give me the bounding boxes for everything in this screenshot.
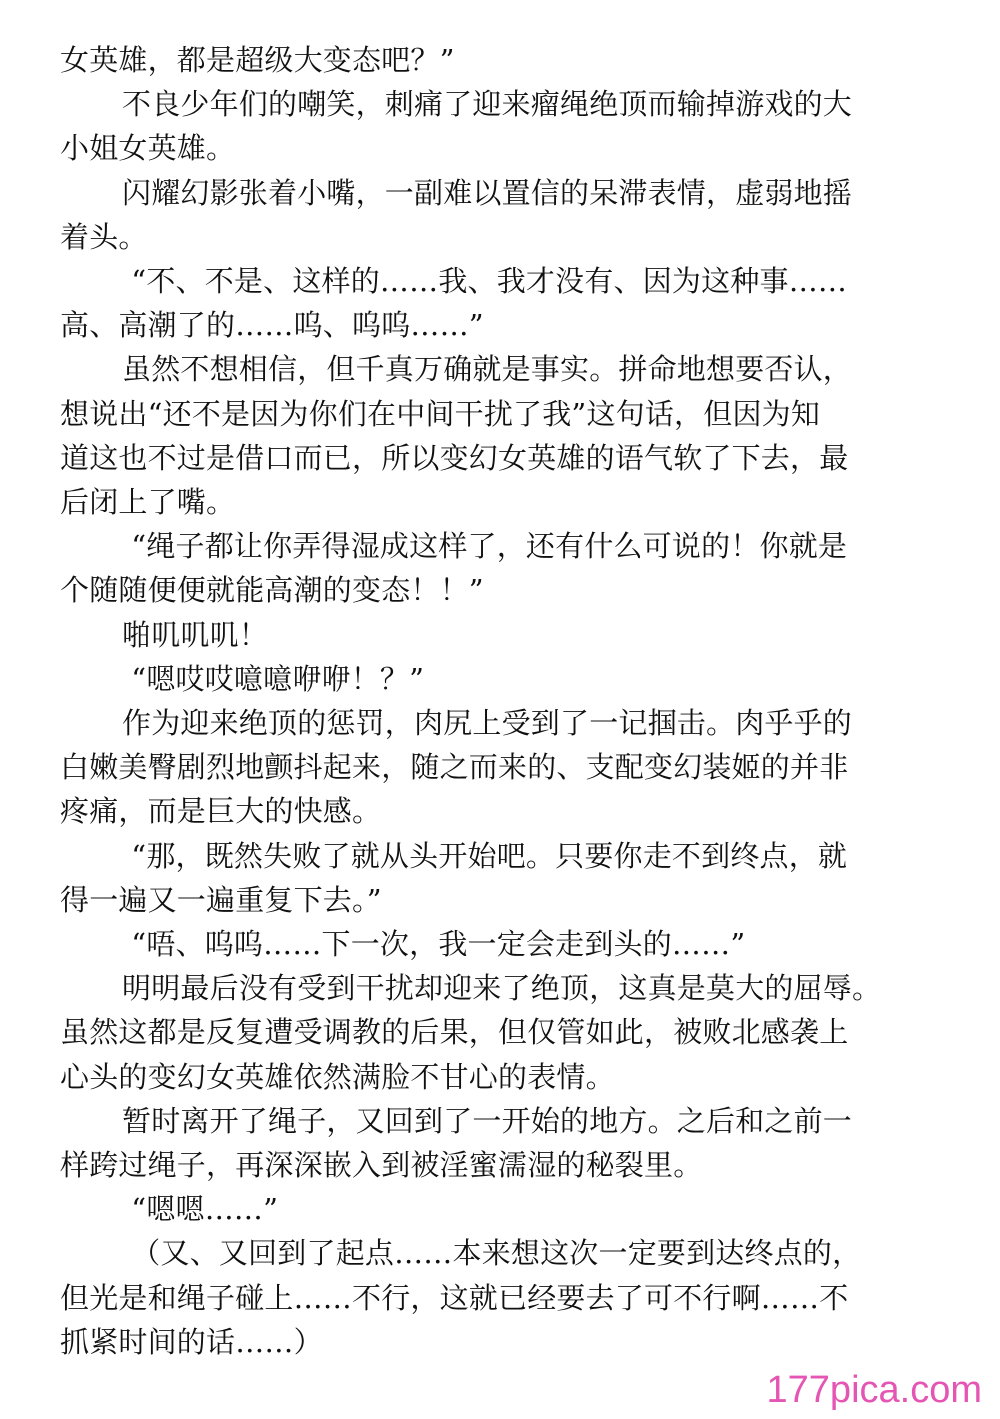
text-line-content: 啪叽叽叽！: [122, 617, 269, 652]
text-line-content: 虽然不想相信，但千真万确就是事实。拼命地想要否认，: [122, 352, 853, 387]
text-line-content: 但光是和绳子碰上……不行，这就已经要去了可不行啊……不: [60, 1280, 849, 1315]
text-line-content: 着头。: [60, 219, 148, 254]
text-line: [0, 1143, 1000, 1187]
text-line: [0, 1320, 1000, 1364]
text-line: [0, 215, 1000, 259]
text-line: [0, 613, 1000, 657]
text-line: [0, 1010, 1000, 1054]
site-watermark: 177pica.com: [766, 1369, 982, 1411]
text-line-content: 抓紧时间的话……）: [60, 1324, 323, 1359]
text-line-content: 个随随便便就能高潮的变态！！”: [60, 573, 484, 608]
text-line: [0, 834, 1000, 878]
text-line-content: 暂时离开了绳子，又回到了一开始的地方。之后和之前一: [122, 1103, 853, 1138]
text-line-content: 女英雄，都是超级大变态吧？”: [60, 43, 455, 77]
text-line-content: “不、不是、这样的……我、我才没有、因为这种事……: [131, 264, 848, 298]
text-line: [0, 1231, 1000, 1275]
text-line: [0, 347, 1000, 391]
text-line: [0, 1187, 1000, 1231]
text-line-content: “那，既然失败了就从头开始吧。只要你走不到终点，就: [131, 838, 848, 873]
text-line: [0, 126, 1000, 170]
text-line-content: “绳子都让你弄得湿成这样了，还有什么可说的！你就是: [131, 529, 848, 564]
text-line: [0, 966, 1000, 1010]
text-line-content: 作为迎来绝顶的惩罚，肉尻上受到了一记掴击。肉乎乎的: [122, 706, 853, 740]
text-line-content: “唔、呜呜……下一次，我一定会走到头的……”: [131, 927, 746, 961]
text-line: [0, 436, 1000, 480]
text-line-content: 小姐女英雄。: [60, 131, 236, 166]
text-line: [0, 1099, 1000, 1143]
text-line: [0, 480, 1000, 524]
text-line: [0, 568, 1000, 612]
text-line-content: 明明最后没有受到干扰却迎来了绝顶，这真是莫大的屈辱。: [122, 971, 882, 1006]
text-line-content: 高、高潮了的……呜、呜呜……”: [60, 308, 484, 343]
text-line: [0, 524, 1000, 568]
text-line: [0, 259, 1000, 303]
text-line-content: 不良少年们的嘲笑，刺痛了迎来瘤绳绝顶而输掉游戏的大: [122, 87, 853, 122]
text-line-content: “嗯哎哎噫噫咿咿！？”: [131, 661, 425, 696]
text-line-content: 想说出“还不是因为你们在中间干扰了我”这句话，但因为知: [60, 396, 821, 431]
text-line: [0, 171, 1000, 215]
text-line-content: 心头的变幻女英雄依然满脸不甘心的表情。: [60, 1059, 615, 1094]
text-line: [0, 922, 1000, 966]
text-line-content: 道这也不过是借口而已，所以变幻女英雄的语气软了下去，最: [60, 440, 849, 475]
text-line: [0, 392, 1000, 436]
text-line-content: （又、又回到了起点……本来想这次一定要到达终点的，: [131, 1236, 862, 1271]
text-line-content: 疼痛，而是巨大的快感。: [60, 794, 382, 829]
text-line-content: 虽然这都是反复遭受调教的后果，但仅管如此，被败北感袭上: [60, 1015, 849, 1050]
text-line-content: “嗯嗯……”: [131, 1192, 279, 1227]
text-line: [0, 38, 1000, 82]
text-line: [0, 82, 1000, 126]
text-line: [0, 303, 1000, 347]
text-line: [0, 878, 1000, 922]
text-line: [0, 1276, 1000, 1320]
text-line: [0, 789, 1000, 833]
text-line-content: 得一遍又一遍重复下去。”: [60, 882, 382, 917]
text-line: [0, 701, 1000, 745]
text-line-content: 后闭上了嘴。: [60, 485, 236, 519]
text-line: [0, 657, 1000, 701]
text-line: [0, 1055, 1000, 1099]
text-line-content: 白嫩美臀剧烈地颤抖起来，随之而来的、支配变幻装姬的并非: [60, 750, 849, 785]
text-line-content: 样跨过绳子，再深深嵌入到被淫蜜濡湿的秘裂里。: [60, 1148, 703, 1182]
text-line: [0, 745, 1000, 789]
text-line-content: 闪耀幻影张着小嘴，一副难以置信的呆滞表情，虚弱地摇: [122, 175, 853, 210]
